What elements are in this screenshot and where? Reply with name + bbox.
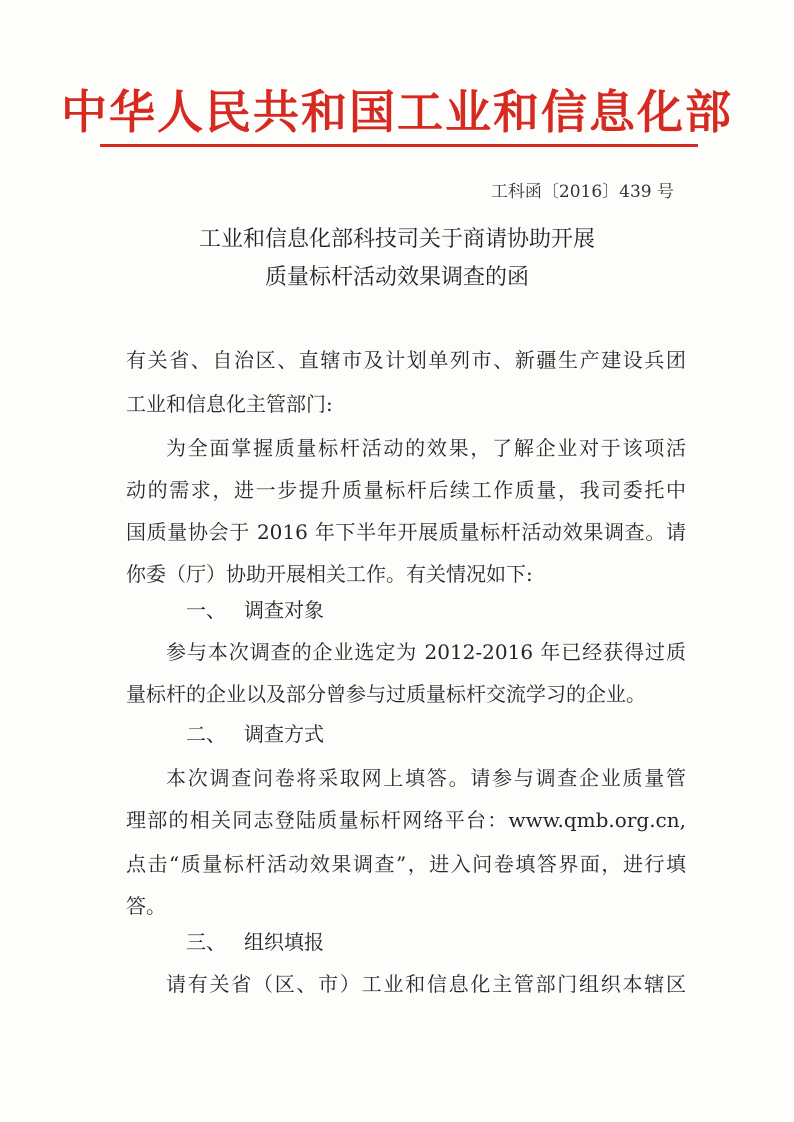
document-number: 工科函〔2016〕439 号 bbox=[490, 182, 674, 202]
section-heading-1 bbox=[186, 596, 324, 624]
salutation-line-2: 工业和信息化主管部门: bbox=[126, 392, 333, 416]
section-number: 二、 bbox=[186, 722, 226, 746]
letterhead-title: 中华人民共和国工业和信息化部 bbox=[61, 85, 733, 139]
section-heading-3 bbox=[186, 928, 324, 956]
salutation-line-1: 有关省、自治区、直辖市及计划单列市、新疆生产建设兵团 bbox=[126, 348, 686, 372]
section-3-line-1: 请有关省（区、市）工业和信息化主管部门组织本辖区 bbox=[166, 972, 686, 996]
section-number: 三、 bbox=[186, 930, 226, 954]
section-2-line-3: 点击“质量标杆活动效果调查”，进入问卷填答界面，进行填 bbox=[126, 852, 686, 876]
section-1-line-1: 参与本次调查的企业选定为 2012-2016 年已经获得过质 bbox=[166, 640, 686, 664]
section-heading-2 bbox=[186, 720, 324, 748]
section-number: 一、 bbox=[186, 598, 226, 622]
intro-line-1: 为全面掌握质量标杆活动的效果，了解企业对于该项活 bbox=[166, 436, 686, 460]
section-1-line-2: 量标杆的企业以及部分曾参与过质量标杆交流学习的企业。 bbox=[126, 682, 646, 706]
intro-line-2: 动的需求，进一步提升质量标杆后续工作质量，我司委托中 bbox=[126, 478, 686, 502]
section-title: 调查对象 bbox=[244, 598, 324, 622]
letterhead-red-rule bbox=[100, 144, 698, 147]
intro-line-3: 国质量协会于 2016 年下半年开展质量标杆活动效果调查。请 bbox=[126, 520, 686, 544]
intro-line-4: 你委（厅）协助开展相关工作。有关情况如下: bbox=[126, 562, 533, 586]
section-title: 调查方式 bbox=[244, 722, 324, 746]
section-2-line-2: 理部的相关同志登陆质量标杆网络平台：www.qmb.org.cn, bbox=[126, 808, 686, 832]
document-title-line-2: 质量标杆活动效果调查的函 bbox=[264, 265, 529, 290]
section-title: 组织填报 bbox=[244, 930, 324, 954]
section-2-line-1: 本次调查问卷将采取网上填答。请参与调查企业质量管 bbox=[166, 766, 686, 790]
section-2-line-4: 答。 bbox=[126, 894, 166, 918]
document-title-line-1: 工业和信息化部科技司关于商请协助开展 bbox=[198, 227, 595, 252]
